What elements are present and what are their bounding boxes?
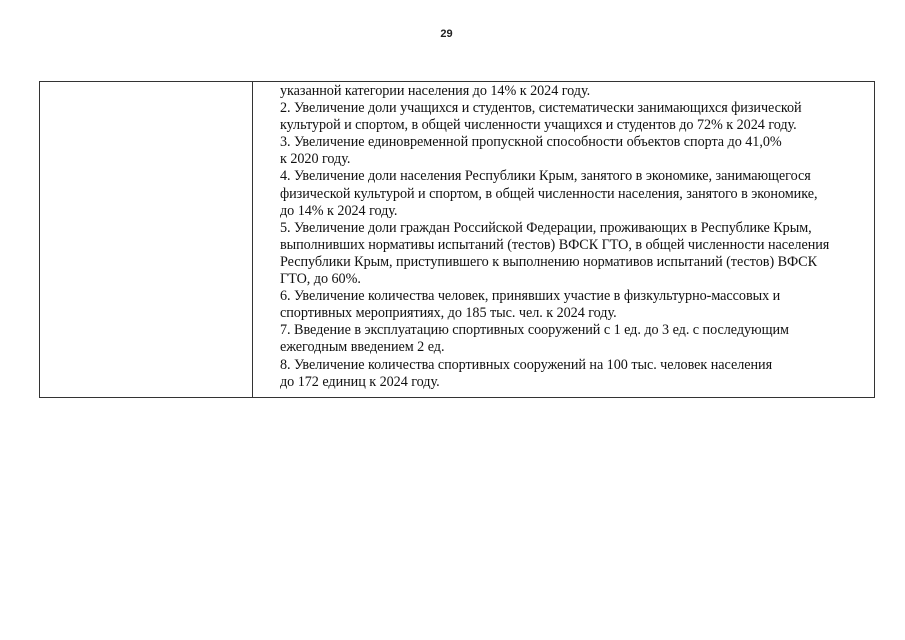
text-line: 5. Увеличение доли граждан Российской Федерации, проживающих в Республике Крым,	[280, 219, 812, 236]
text-line: ежегодным введением 2 ед.	[280, 339, 445, 356]
text-line: Республики Крым, приступившего к выполнению нормативов испытаний (тестов) ВФСК	[280, 253, 818, 270]
text-line: ГТО, до 60%.	[280, 271, 361, 288]
text-line: выполнивших нормативы испытаний (тестов) ВФСК ГТО, в общей численности населения	[280, 236, 830, 253]
text-line: 2. Увеличение доли учащихся и студентов, систематически занимающихся физической	[280, 100, 802, 117]
table-row	[40, 82, 875, 398]
text-line: физической культурой и спортом, в общей численности населения, занятого в экономике,	[280, 185, 818, 202]
text-line: 8. Увеличение количества спортивных сооружений на 100 тыс. человек населения	[280, 356, 773, 373]
text-line: 3. Увеличение единовременной пропускной способности объектов спорта до 41,0%	[280, 134, 782, 151]
text-line: указанной категории населения до 14% к 2024 году.	[280, 83, 591, 99]
text-line: культурой и спортом, в общей численности учащихся и студентов до 72% к 2024 году.	[280, 117, 797, 134]
page-number: 29	[440, 28, 453, 40]
table-cell-indicators	[253, 82, 875, 398]
text-line: 4. Увеличение доли населения Республики Крым, занятого в экономике, занимающегося	[280, 168, 811, 185]
text-line: до 172 единиц к 2024 году.	[280, 373, 440, 390]
text-line: 6. Увеличение количества человек, принявших участие в физкультурно-массовых и	[280, 288, 781, 305]
table-cell-left	[40, 82, 253, 398]
text-line: 7. Введение в эксплуатацию спортивных сооружений с 1 ед. до 3 ед. с последующим	[280, 322, 789, 339]
text-line: до 14% к 2024 году.	[280, 202, 398, 219]
text-line: к 2020 году.	[280, 151, 351, 168]
indicators-table	[39, 81, 875, 398]
text-line: спортивных мероприятиях, до 185 тыс. чел. к 2024 году.	[280, 305, 617, 322]
